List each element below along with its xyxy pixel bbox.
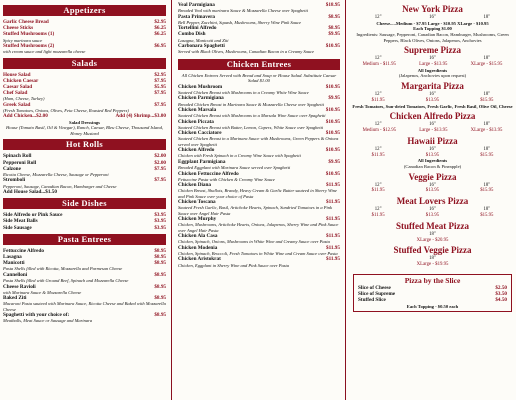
menu-item-description: Chicken, Spinach, Onions, Mushrooms in White Wine and Creamy Sauce over Pasta (178, 239, 330, 245)
pizza-prices (351, 62, 514, 68)
menu-item-description: Breaded Eggplant with Marinara Sauce served over Spaghetti (178, 165, 291, 171)
menu-item-name: Cheese Ravioli (3, 283, 36, 290)
pizza-prices (351, 262, 514, 268)
menu-item-name: Spinach Roll (3, 153, 32, 160)
menu-item-price: $11.95 (326, 182, 340, 189)
pizza-prices (351, 213, 514, 219)
pizza-size: 16" (429, 146, 436, 152)
pizza-prices (351, 98, 514, 104)
slice-topping-price: Each Topping - $0.50 each (406, 303, 459, 309)
menu-item-description: with cream sauce and light mozzarella cheese (3, 49, 86, 55)
menu-item-price: $6.25 (154, 25, 166, 32)
menu-item-price: Add (4) Shrimp...$3.00 (115, 113, 166, 120)
pizza-size: 18" (483, 56, 491, 62)
menu-item-description: Bell Pepper, Zucchini, Squash, Mushrooms, Sherry Wine Pink Sauce (178, 19, 302, 25)
pizza-area (351, 4, 514, 268)
menu-item-price: $7.95 (154, 177, 166, 184)
pizza-price: Medium - $11.95 (362, 61, 396, 67)
pizza-prices (351, 238, 514, 244)
pasta-list (3, 248, 166, 324)
menu-item-description: Breaded Veal with marinara Sauce & Mozzarella Cheese over Spaghetti (178, 8, 309, 14)
menu-item-name: Slice of Supreme (358, 291, 396, 298)
menu-item-description: Sauteed Chicken Breast with Butter, Lemon, Capers, White Sauce over Spaghetti (178, 124, 324, 130)
menu-item-name: Chicken Ala Casa (178, 233, 218, 240)
menu-item-price: $10.95 (325, 118, 340, 125)
pizza-price: XLarge - $15.95 (470, 61, 503, 67)
menu-item-price: $10.95 (325, 107, 340, 114)
menu-item-name: Add House Salad...$1.50 (3, 189, 57, 196)
pizza-title: Chicken Alfredo Pizza (389, 111, 476, 122)
menu-item-name: Eggplant Parmigiana (178, 158, 226, 165)
menu-item-description: Lasagna, Manicotti and Ziti (178, 37, 229, 43)
menu-item-price: $10.95 (325, 43, 340, 50)
pizza-price: XLarge - $19.95 (416, 262, 449, 268)
menu-item-name: Stromboli (3, 177, 26, 184)
pizza-list (351, 45, 514, 268)
menu-item-price: $3.50 (495, 291, 507, 298)
pizza-size: 16" (429, 207, 436, 213)
menu-item-price: $11.95 (326, 233, 340, 240)
section-banner-chicken: Chicken Entrees (178, 59, 340, 70)
pizza-price: $11.95 (371, 152, 385, 158)
menu-item-name: Chicken Piccata (178, 118, 214, 125)
menu-item-price: $10.95 (325, 147, 340, 154)
pizza-title: Veggie Pizza (408, 171, 457, 182)
menu-item-price: $2.00 (154, 153, 166, 160)
pizza-size: 16" (429, 56, 436, 62)
pizza-cheese-prices: Cheese.....Medium - $7.95 Large - $10.95 XLarge - $10.95 (376, 20, 489, 26)
pizza-note: All Ingredients (417, 158, 448, 164)
pizza-size: 18" (483, 207, 491, 213)
menu-item-price: $8.95 (154, 271, 166, 278)
menu-item-name: Add Chicken...$2.00 (3, 113, 48, 120)
menu-item-price: $6.25 (154, 31, 166, 38)
menu-item-name: Chicken Aristokrat (178, 256, 221, 263)
pizza-prices (351, 128, 514, 134)
menu-item-name: Chicken Diana (178, 182, 212, 189)
menu-item-price: $8.95 (154, 254, 166, 261)
pizza-price: $15.95 (480, 152, 494, 158)
pizza-price: XLarge - $13.95 (470, 127, 503, 133)
menu-item-name: Chicken Parmigiana (178, 95, 224, 102)
menu-item-name: Chicken Cacciatore (178, 130, 222, 137)
pizza-note: Fresh Tomatoes, Sun-dried Tomatoes, Fresh Garlic, Fresh Basil, Olive Oil, Cheese (352, 103, 513, 109)
column-divider (345, 0, 346, 400)
pizza-price: Large - $13.95 (419, 127, 448, 133)
menu-item-name: Spaghetti with your choice of: (3, 312, 70, 319)
menu-item-name: Veal Parmigiana (178, 2, 215, 8)
pizza-price: $13.95 (425, 188, 439, 194)
menu-item-name: Calzone (3, 165, 21, 172)
pizza-prices (351, 188, 514, 194)
menu-item-name: Garlic Cheese Bread (3, 19, 49, 25)
menu-item-price: $9.95 (328, 95, 340, 102)
menu-item-description: Meatballs, Meat Sauce or Sausage and Marinara (3, 318, 93, 324)
menu-item-name: Combo Dish (178, 31, 206, 38)
menu-item-name: Greek Salad (3, 101, 31, 108)
pizza-size: 18" (429, 256, 436, 262)
menu-item-name: Chicken Fettuccine Alfredo (178, 170, 239, 177)
side-dishes-list (3, 212, 166, 231)
pizza-size: 12" (374, 91, 382, 97)
menu-item-description: Chicken with Fresh Spinach in a Creamy Wine Sauce with Spaghetti (178, 153, 301, 159)
menu-column-right (351, 2, 514, 398)
menu-item-price: $8.95 (328, 25, 340, 32)
menu-item-name: Caesar Salad (3, 84, 33, 91)
menu-item (3, 225, 166, 231)
menu-item-name: Chicken Toscana (178, 199, 216, 206)
pizza-price: $13.95 (425, 212, 439, 218)
pizza-price: $13.95 (425, 97, 439, 103)
pizza-price: $13.95 (425, 152, 439, 158)
pizza-price: $15.95 (480, 97, 494, 103)
menu-item-name: Pepperoni Roll (3, 159, 37, 166)
pizza-note: All Ingredients (417, 67, 448, 73)
menu-item-name: Chicken Modenia (178, 244, 218, 251)
pizza-sizes (351, 15, 514, 21)
menu-item-price: $18.95 (325, 2, 340, 8)
menu-item-name: Cannelloni (3, 271, 28, 278)
pizza-title: Supreme Pizza (403, 45, 462, 56)
pizza-size: 18" (483, 146, 491, 152)
pizza-size: 18" (483, 15, 491, 20)
menu-item-price: $11.95 (326, 199, 340, 206)
salads-list (3, 72, 166, 120)
menu-item-description: Pasta Shells filled with Ricotta, Mozzarella and Parmesan Cheese (3, 266, 123, 272)
menu-item-name: Stuffed Slice (358, 297, 386, 304)
menu-item-description: (Fresh Tomatoes, Onions, Olives, Feta Cheese, Roasted Red Peppers) (3, 108, 129, 114)
pizza-topping-price: Each Topping $1.00 (413, 26, 452, 32)
menu-item-name: Chicken Caesar (3, 77, 39, 84)
menu-item-price: $7.95 (154, 77, 166, 84)
pizza-size: 16" (429, 91, 436, 97)
pizza-size: 18" (483, 182, 491, 188)
menu-item-price: $8.95 (154, 312, 166, 319)
pizza-size: 12" (374, 122, 382, 128)
menu-item-name: Chicken Mushroom (178, 83, 223, 90)
pizza-title: Stuffed Meat Pizza (396, 220, 469, 231)
menu-item-price: $10.95 (325, 83, 340, 90)
chicken-note: All Chicken Entrees Served with Bread and Soup or House Salad. Substitute Caesar Salad $1.00 (181, 72, 337, 84)
menu-item-description: Sauteed Chicken Breast with Mushrooms in a Creamy White Wine Sauce (178, 90, 309, 96)
menu-item (3, 189, 166, 195)
menu-item-description: Sauteed Chicken Breast with Mushrooms in a Marsala Wine Sauce over Spaghetti (178, 113, 326, 119)
pizza-size: 18" (483, 91, 491, 97)
menu-item-name: Baked Ziti (3, 295, 27, 302)
menu-item-price: $8.95 (154, 260, 166, 267)
menu-item-price: $2.50 (495, 284, 507, 291)
menu-item-price: $7.95 (154, 165, 166, 172)
menu-item-name: Manicotti (3, 260, 25, 267)
menu-item-name: Chef Salad (3, 90, 28, 97)
menu-item-price: $5.95 (154, 84, 166, 91)
salad-dressings-title: Salad Dressings (69, 119, 100, 125)
menu-item-description: with Marinara Sauce & Mozzarella Cheese (3, 289, 82, 295)
pizza-price: XLarge - $20.95 (416, 237, 449, 243)
pizza-ingredients: Ingredients: Sausage, Pepperoni, Canadian Bacon, Hamburger, Mushrooms, Green Peppers, Black Olives, Onions, Jalapenos, Anchovies (356, 31, 509, 43)
menu-item-price: $7.95 (154, 90, 166, 97)
menu-item-price: $11.95 (326, 244, 340, 251)
menu-item-name: Side Meat Balls (3, 218, 38, 225)
menu-item-price: $11.95 (326, 256, 340, 263)
chicken-list (178, 84, 340, 268)
pizza-price: Large - $13.95 (419, 61, 448, 67)
menu-item-name: Side Alfredo or Pink Sauce (3, 212, 63, 219)
menu-item-name: Lasagna (3, 254, 22, 261)
menu-item-description: Chicken, Eggplant in Sherry Wine and Pink Sauce over Pasta (178, 262, 289, 268)
menu-item-price: $4.50 (495, 297, 507, 304)
pizza-by-slice-box (353, 274, 512, 312)
menu-item-description: Pepperoni, Sausage, Canadian Bacon, Hamburger and Cheese (3, 183, 117, 189)
menu-item-description: Breaded Chicken Breast in Marinara Sauce & Mozzarella Cheese over Spaghetti (178, 101, 324, 107)
pizza-size: 18" (483, 122, 491, 128)
menu-item-name: Cheese Sticks (3, 25, 34, 32)
salad-dressings-list: House (Tomato Basil, Oil & Vinegar), Ranch, Caesar, Bleu Cheese, Thousand Island, Honey Mustard (5, 125, 164, 136)
pizza-size: 18" (429, 231, 436, 237)
menu-item-name: Fettuccine Alfredo (3, 247, 44, 254)
menu-item-name: Carbonara Spaghetti (178, 43, 225, 50)
menu-item-name: Slice of Cheese (358, 284, 391, 291)
menu-item-name: House Salad (3, 71, 31, 78)
pizza-price: $11.95 (371, 97, 385, 103)
menu-item-name: Stuffed Mushrooms (1) (3, 31, 55, 38)
menu-item-name: Chicken Murphy (178, 216, 217, 223)
appetizers-list (3, 19, 166, 55)
pizza-size: 12" (374, 207, 382, 213)
pizza-size: 16" (429, 182, 436, 188)
menu-item-price: $9.95 (328, 158, 340, 165)
menu-item-price: $8.95 (154, 283, 166, 290)
menu-item-description: Spicy marinara sauce (3, 37, 43, 43)
menu-item-name: Stuffed Mushrooms (2) (3, 43, 55, 50)
menu-item-price: $6.95 (154, 43, 166, 50)
pizza-by-slice-title: Pizza by the Slice (404, 275, 461, 285)
menu-item-price: $2.95 (154, 19, 166, 25)
pizza-title: Stuffed Veggie Pizza (393, 245, 472, 256)
menu-item-price: $8.95 (154, 295, 166, 302)
pizza-title: Margarita Pizza (401, 80, 464, 91)
menu-item-price: $8.95 (328, 13, 340, 20)
menu-item-price: $9.95 (328, 31, 340, 38)
menu-item-price: $3.95 (154, 218, 166, 225)
menu-item-price: $7.95 (154, 101, 166, 108)
pizza-size: 12" (374, 182, 382, 188)
pizza-price: $11.95 (371, 188, 385, 194)
pizza-price: $15.95 (480, 188, 494, 194)
menu-item-description: Sauteed Chicken Breast in a Marinara Sauce with Mushrooms, Green Peppers & Onions served over Spaghetti (178, 136, 339, 147)
section-banner-hot-rolls: Hot Rolls (3, 139, 166, 150)
menu-item-name: Chicken Alfredo (178, 147, 215, 154)
pizza-size: 12" (374, 15, 382, 20)
menu-item-description: Fettuccine Pasta with Chicken & Creamy Wine Sauce (178, 176, 275, 182)
pizza-title-new-york: New York Pizza (402, 4, 463, 14)
pizza-size: 12" (374, 56, 382, 62)
menu-item-price: $10.95 (325, 130, 340, 137)
menu-item-description: (Ham, Cheese, Turkey) (3, 96, 45, 102)
menu-item-description: Chicken, Spinach, Broccoli, Fresh Tomatoes in White Wine and Cream Sauce over Pasta (178, 250, 338, 256)
section-banner-appetizers: Appetizers (3, 5, 166, 16)
menu-item-price: $3.95 (154, 224, 166, 231)
pizza-size: 16" (429, 15, 436, 20)
pizza-note: (Canadian Bacon & Pineapple) (403, 163, 462, 169)
menu-item-name: Tortellini Alfredo (178, 25, 217, 32)
menu-item-price: $2.95 (154, 71, 166, 78)
section-banner-pasta: Pasta Entrees (3, 234, 166, 245)
menu-column-middle (178, 2, 340, 398)
menu-item-description: Pasta Shells filled with Ground Beef, Spinach and Mozzarella Cheese (3, 278, 129, 284)
menu-column-left (3, 2, 166, 398)
pizza-note: (Jalapenos, Anchovies upon request) (398, 73, 467, 79)
pizza-price: $15.95 (480, 212, 494, 218)
pizza-price: $11.95 (371, 212, 385, 218)
menu-item-price: $10.95 (325, 170, 340, 177)
menu-item-price: $11.95 (326, 216, 340, 223)
pizza-size: 16" (429, 122, 436, 128)
hot-rolls-list (3, 153, 166, 195)
menu-item-name: Chicken Marsala (178, 107, 217, 114)
pasta-specials-list (178, 2, 340, 55)
menu-item-name: Side Sausage (3, 224, 32, 231)
menu-item-description: Chicken Breast, Shallots, Brandy, Heavy Cream & Garlic Butter sauteed in Sherry Wine and Pink Sauce over your choice of Pasta (178, 188, 338, 199)
slice-list (358, 285, 507, 304)
menu-item-description: Sauteed Fresh Garlic, Basil, Artichoke Hearts, Spinach, Sundried Tomatoes in a Pink Sauce over Angel Hair Pasta (178, 205, 332, 216)
column-divider (171, 0, 172, 400)
menu-item-price: $3.95 (154, 212, 166, 219)
menu-item-description: Ricotta Cheese, Mozzarella Cheese, Sausage or Pepperoni (3, 172, 109, 178)
menu-item-description: Served with Black Olives, Mushrooms, Canadian Bacon in a Creamy Sauce (178, 49, 315, 55)
menu-item-description: Chicken, Mushrooms, Artichoke Hearts, Onions, Jalapenos, Sherry Wine and Pink Sauce over Angel Hair Pasta (178, 222, 339, 233)
menu-item-price: $2.00 (154, 159, 166, 166)
pizza-title: Hawaii Pizza (407, 135, 458, 146)
section-banner-side-dishes: Side Dishes (3, 198, 166, 209)
pizza-title: Meat Lovers Pizza (396, 196, 469, 207)
section-banner-salads: Salads (3, 58, 166, 69)
menu-item-price: $8.95 (154, 247, 166, 254)
menu-item-name: Pasta Primavera (178, 13, 216, 20)
menu-item-description: Macaroni Pasta sauteed with Marinara Sauce, Ricotta Cheese and Baked with Mozzarella Cheese (3, 301, 166, 312)
pizza-size: 12" (374, 146, 382, 152)
pizza-price: Medium - $12.95 (362, 127, 397, 133)
